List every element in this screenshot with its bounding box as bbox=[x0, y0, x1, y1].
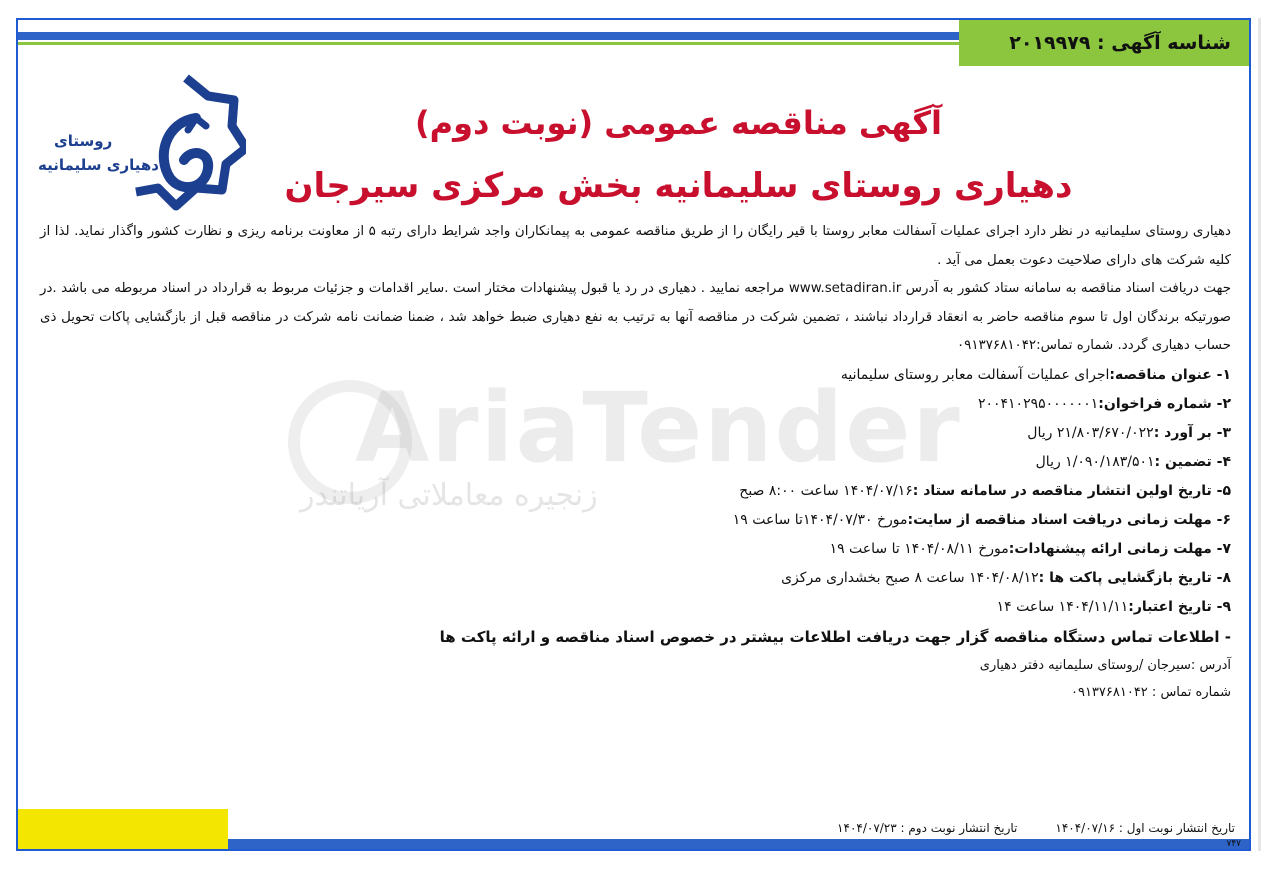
item-guarantee: ۴- تضمین :۱/۰۹۰/۱۸۳/۵۰۱ ریال bbox=[1035, 453, 1231, 470]
logo-text-council: دهیاری سلیمانیه bbox=[38, 156, 159, 174]
first-publish-date: تاریخ انتشار نوبت اول : ۱۴۰۴/۰۷/۱۶ bbox=[1055, 821, 1235, 835]
ad-title: آگهی مناقصه عمومی (نوبت دوم) bbox=[415, 104, 942, 142]
ad-subtitle: دهیاری روستای سلیمانیه بخش مرکزی سیرجان bbox=[284, 166, 1073, 206]
footer-yellow-band bbox=[18, 809, 228, 849]
top-green-stripe bbox=[18, 42, 963, 45]
contact-address: آدرس :سیرجان /روستای سلیمانیه دفتر دهیاری bbox=[979, 657, 1231, 673]
watermark-brand: AriaTender bbox=[355, 372, 962, 484]
item-document-deadline: ۶- مهلت زمانی دریافت اسناد مناقصه از سایت:مورخ ۱۴۰۴/۰۷/۳۰تا ساعت ۱۹ bbox=[732, 511, 1231, 528]
intro-paragraph-2: جهت دریافت اسناد مناقصه به سامانه ستاد کشور به آدرس www.setadiran.ir مراجعه نمایید . دهیاری در رد یا قبول پیشنهادات مختار است .سایر اقدامات و جزئیات مربوط به قرارداد در اسناد مربوطه می باشد .در صورتیکه برندگان اول تا سوم مناقصه حاضر به انعقاد قرارداد نباشند ، تضمین شرکت در مناقصه آنها به ترتیب به نفع دهیاری ضبط خواهد شد ، ضمنا ضمانت نامه شرکت در مناقصه قبل از بازگشایی پاکات تحویل ذی حساب دهیاری گردد. شماره تماس:۰۹۱۳۷۶۸۱۰۴۲ bbox=[40, 281, 1231, 353]
item-first-publish: ۵- تاریخ اولین انتشار مناقصه در سامانه ستاد :۱۴۰۴/۰۷/۱۶ ساعت ۸:۰۰ صبح bbox=[739, 482, 1231, 499]
contact-heading: - اطلاعات تماس دستگاه مناقصه گزار جهت دریافت اطلاعات بیشتر در خصوص اسناد مناقصه و ارائه پاکت ها bbox=[439, 627, 1231, 646]
footer-blue-band bbox=[228, 839, 1249, 849]
top-blue-stripe bbox=[18, 32, 963, 40]
item-validity-date: ۹- تاریخ اعتبار:۱۴۰۴/۱۱/۱۱ ساعت ۱۴ bbox=[996, 598, 1231, 615]
page-edge bbox=[1258, 18, 1261, 851]
page-number: ۷۴۷ bbox=[1226, 839, 1241, 849]
contact-phone: شماره تماس : ۰۹۱۳۷۶۸۱۰۴۲ bbox=[1070, 684, 1231, 700]
ad-id: شناسه آگهی : ۲۰۱۹۹۷۹ bbox=[1009, 32, 1231, 54]
footer bbox=[18, 809, 1249, 849]
second-publish-date: تاریخ انتشار نوبت دوم : ۱۴۰۴/۰۷/۲۳ bbox=[837, 821, 1018, 835]
item-title: ۱- عنوان مناقصه:اجرای عملیات آسفالت معابر روستای سلیمانیه bbox=[840, 366, 1231, 383]
publish-dates bbox=[837, 821, 1235, 835]
item-opening-date: ۸- تاریخ بازگشایی پاکت ها :۱۴۰۴/۰۸/۱۲ ساعت ۸ صبح بخشداری مرکزی bbox=[781, 569, 1231, 586]
item-estimate: ۳- بر آورد :۲۱/۸۰۳/۶۷۰/۰۲۲ ریال bbox=[1027, 424, 1231, 441]
item-call-number: ۲- شماره فراخوان:۲۰۰۴۱۰۲۹۵۰۰۰۰۰۰۱ bbox=[977, 395, 1231, 412]
logo-text-village: روستای bbox=[54, 132, 113, 150]
watermark-subtitle: زنجیره معاملاتی آریاتندر bbox=[300, 478, 598, 513]
item-offer-deadline: ۷- مهلت زمانی ارائه پیشنهادات:مورخ ۱۴۰۴/۰۸/۱۱ تا ساعت ۱۹ bbox=[829, 540, 1231, 557]
ad-id-band bbox=[959, 20, 1249, 66]
intro-paragraph-1: دهیاری روستای سلیمانیه در نظر دارد اجرای عملیات آسفالت معابر روستا با قیر رایگان را از طریق مناقصه عمومی به پیمانکاران واجد شرایط دارای رتبه ۵ از معاونت برنامه ریزی و نظارت کشور واگذار نماید. لذا از کلیه شرکت های دارای صلاحیت دعوت بعمل می آید . bbox=[40, 224, 1231, 268]
